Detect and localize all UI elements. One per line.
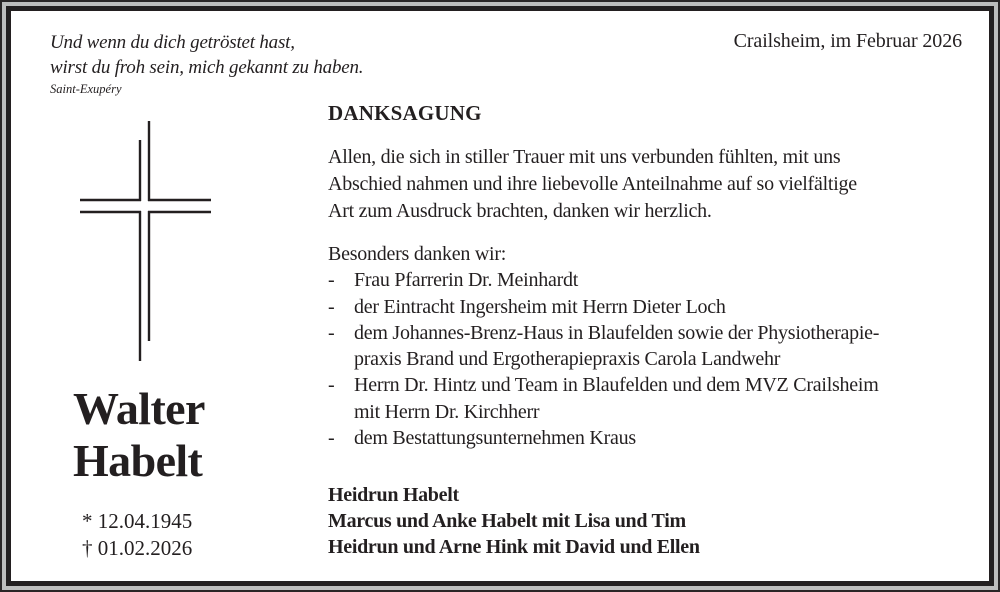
- paragraph-line: Abschied nahmen und ihre liebevolle Anteilnahme auf so vielfältige: [328, 173, 857, 195]
- deceased-last-name: Habelt: [73, 435, 203, 486]
- deceased-first-name: Walter: [73, 383, 205, 434]
- list-item: [328, 425, 636, 451]
- thanks-intro: [328, 241, 506, 267]
- paragraph-line: Art zum Ausdruck brachten, danken wir herzlich.: [328, 200, 712, 222]
- list-item-text: Frau Pfarrerin Dr. Meinhardt: [354, 269, 579, 292]
- place-and-date: Crailsheim, im Februar 2026: [733, 30, 962, 52]
- dash-bullet: -: [328, 374, 335, 397]
- signer-name: Heidrun und Arne Hink mit David und Ellen: [328, 536, 700, 558]
- list-item: [328, 320, 880, 346]
- thanks-intro-text: Besonders danken wir:: [328, 243, 507, 265]
- thanks-paragraph: [328, 144, 857, 225]
- quote-author: Saint-Exupéry: [50, 82, 122, 96]
- list-item-text: Herrn Dr. Hintz und Team in Blaufelden und dem MVZ Crailsheim: [354, 374, 879, 397]
- list-item-text: mit Herrn Dr. Kirchherr: [354, 400, 540, 423]
- list-item: [328, 372, 879, 398]
- list-item-text: der Eintracht Ingersheim mit Herrn Dieter Loch: [354, 295, 726, 318]
- life-dates: [82, 508, 192, 562]
- list-item-text: dem Johannes-Brenz-Haus in Blaufelden sowie der Physiotherapie-: [354, 321, 880, 344]
- dash-bullet: -: [328, 269, 335, 292]
- dash-bullet: -: [328, 427, 335, 450]
- list-item: [328, 267, 579, 293]
- list-item-text: dem Bestattungsunternehmen Kraus: [354, 427, 636, 450]
- family-signatures: [328, 482, 700, 560]
- paragraph-line: Allen, die sich in stiller Trauer mit uns verbunden fühlten, mit uns: [328, 146, 841, 168]
- quote-line-2: wirst du froh sein, mich gekannt zu haben.: [50, 57, 364, 78]
- dash-bullet: -: [328, 321, 335, 344]
- list-item-continuation: [328, 399, 540, 425]
- special-thanks-list: [328, 241, 880, 451]
- list-item-continuation: [328, 346, 781, 372]
- signer-name: Marcus und Anke Habelt mit Lisa und Tim: [328, 510, 686, 532]
- list-item-text: praxis Brand und Ergotherapiepraxis Carola Landwehr: [354, 348, 781, 371]
- death-date: † 01.02.2026: [82, 536, 193, 560]
- list-item: [328, 294, 726, 320]
- notice-heading: DANKSAGUNG: [328, 101, 482, 125]
- signer-name: Heidrun Habelt: [328, 484, 459, 506]
- quote-line-1: Und wenn du dich getröstet hast,: [50, 32, 295, 53]
- birth-date: * 12.04.1945: [82, 509, 193, 533]
- dash-bullet: -: [328, 295, 335, 318]
- deceased-name: [73, 383, 205, 487]
